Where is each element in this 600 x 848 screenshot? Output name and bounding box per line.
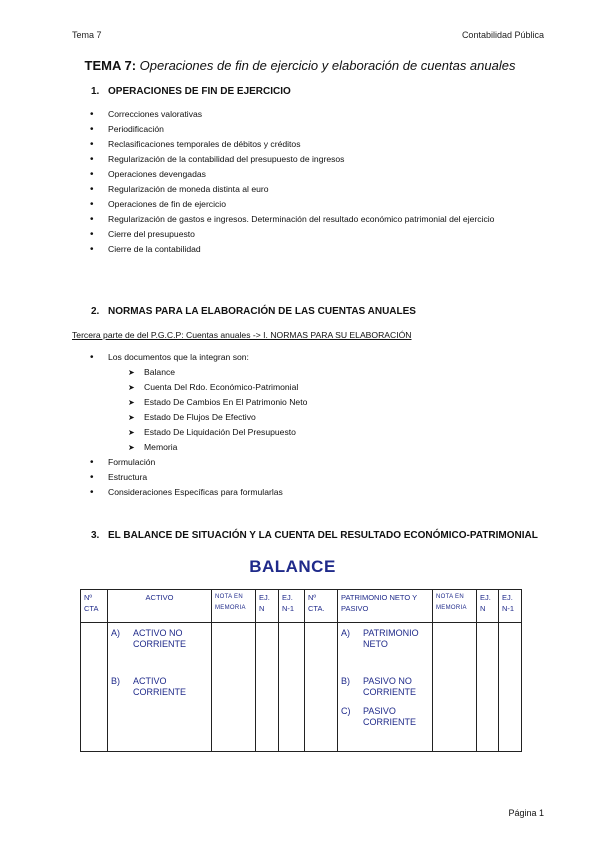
list-item: • Consideraciones Específicas para formularlas [90, 485, 545, 500]
list-item: • Cierre de la contabilidad [90, 242, 545, 257]
section3-number: 3. [91, 530, 100, 541]
entry-letter: A) [341, 628, 350, 638]
cell-empty [256, 623, 279, 752]
list-item: • Regularización de moneda distinta al euro [90, 182, 545, 197]
list-item: • Regularización de la contabilidad del presupuesto de ingresos [90, 152, 545, 167]
section1-list [90, 107, 545, 257]
document-item: ➤ Memoria [128, 440, 545, 455]
list-item [90, 350, 545, 455]
col-ej-n-1-2: EJ. N-1 [499, 590, 522, 623]
col-n-cta-2: Nº CTA. [305, 590, 338, 623]
pasivo-cell [338, 623, 433, 752]
cell-empty [212, 623, 256, 752]
col-nota-memoria: NOTA EN MEMORIA [212, 590, 256, 623]
balance-body-row [81, 623, 522, 752]
balance-header-row [81, 590, 522, 623]
list-item: • Cierre del presupuesto [90, 227, 545, 242]
document-item: ➤ Cuenta Del Rdo. Económico-Patrimonial [128, 380, 545, 395]
document-item: ➤ Balance [128, 365, 545, 380]
section2-number: 2. [91, 306, 100, 317]
cell-empty [305, 623, 338, 752]
section1-number: 1. [91, 86, 100, 97]
list-item: • Periodificación [90, 122, 545, 137]
cell-empty [433, 623, 477, 752]
document-item: ➤ Estado De Liquidación Del Presupuesto [128, 425, 545, 440]
section1-heading [91, 86, 291, 97]
activo-entry [111, 676, 208, 698]
cell-empty [279, 623, 305, 752]
list-item: • Formulación [90, 455, 545, 470]
entry-label: ACTIVO NO CORRIENTE [133, 628, 187, 649]
pasivo-entry [341, 676, 429, 698]
list-item: • Estructura [90, 470, 545, 485]
entry-label: PATRIMONIO NETO [363, 628, 419, 649]
section3-title: EL BALANCE DE SITUACIÓN Y LA CUENTA DEL RESULTADO ECONÓMICO-PATRIMONIAL [108, 530, 538, 541]
list-item: • Correcciones valorativas [90, 107, 545, 122]
col-ej-n: EJ. N [256, 590, 279, 623]
entry-label: ACTIVO CORRIENTE [133, 676, 187, 697]
balance-table [80, 589, 522, 752]
cell-empty [477, 623, 499, 752]
pasivo-entry [341, 706, 429, 728]
balance-title: BALANCE [249, 557, 336, 576]
document-item: ➤ Estado De Cambios En El Patrimonio Neto [128, 395, 545, 410]
col-ej-n-1: EJ. N-1 [279, 590, 305, 623]
pasivo-entry [341, 628, 429, 650]
list-item: • Regularización de gastos e ingresos. Determinación del resultado económico patrimonial del ejercicio [90, 212, 545, 227]
entry-letter: B) [111, 676, 120, 686]
documents-list [108, 365, 545, 455]
section3-heading [91, 530, 538, 541]
list-item: • Operaciones devengadas [90, 167, 545, 182]
document-item: ➤ Estado De Flujos De Efectivo [128, 410, 545, 425]
activo-cell [108, 623, 212, 752]
page-title [0, 58, 600, 73]
list-item: • Operaciones de fin de ejercicio [90, 197, 545, 212]
documents-intro: Los documentos que la integran son: [108, 352, 249, 362]
section2-subtitle: Tercera parte de del P.G.C.P: Cuentas anuales -> I. NORMAS PARA SU ELABORACIÓN [72, 330, 412, 340]
page-number: Página 1 [508, 808, 544, 818]
entry-letter: B) [341, 676, 350, 686]
entry-letter: A) [111, 628, 120, 638]
section2-heading [91, 306, 416, 317]
cell-empty [81, 623, 108, 752]
section1-title: OPERACIONES DE FIN DE EJERCICIO [108, 86, 291, 97]
col-n-cta: Nº CTA [81, 590, 108, 623]
cell-empty [499, 623, 522, 752]
title-italic: Operaciones de fin de ejercicio y elaboración de cuentas anuales [139, 58, 516, 73]
col-patrimonio: PATRIMONIO NETO Y PASIVO [338, 590, 433, 623]
header-right: Contabilidad Pública [461, 30, 544, 40]
title-bold: TEMA 7: [84, 58, 137, 73]
activo-entry [111, 628, 208, 650]
section2-list [90, 350, 545, 500]
entry-label: PASIVO CORRIENTE [363, 706, 417, 727]
entry-label: PASIVO NO CORRIENTE [363, 676, 417, 697]
list-item: • Reclasificaciones temporales de débitos y créditos [90, 137, 545, 152]
col-nota-memoria-2: NOTA EN MEMORIA [433, 590, 477, 623]
col-activo: ACTIVO [108, 590, 212, 623]
entry-letter: C) [341, 706, 351, 716]
section2-title: NORMAS PARA LA ELABORACIÓN DE LAS CUENTAS ANUALES [108, 306, 416, 317]
header-left: Tema 7 [72, 30, 102, 40]
col-ej-n-2: EJ. N [477, 590, 499, 623]
